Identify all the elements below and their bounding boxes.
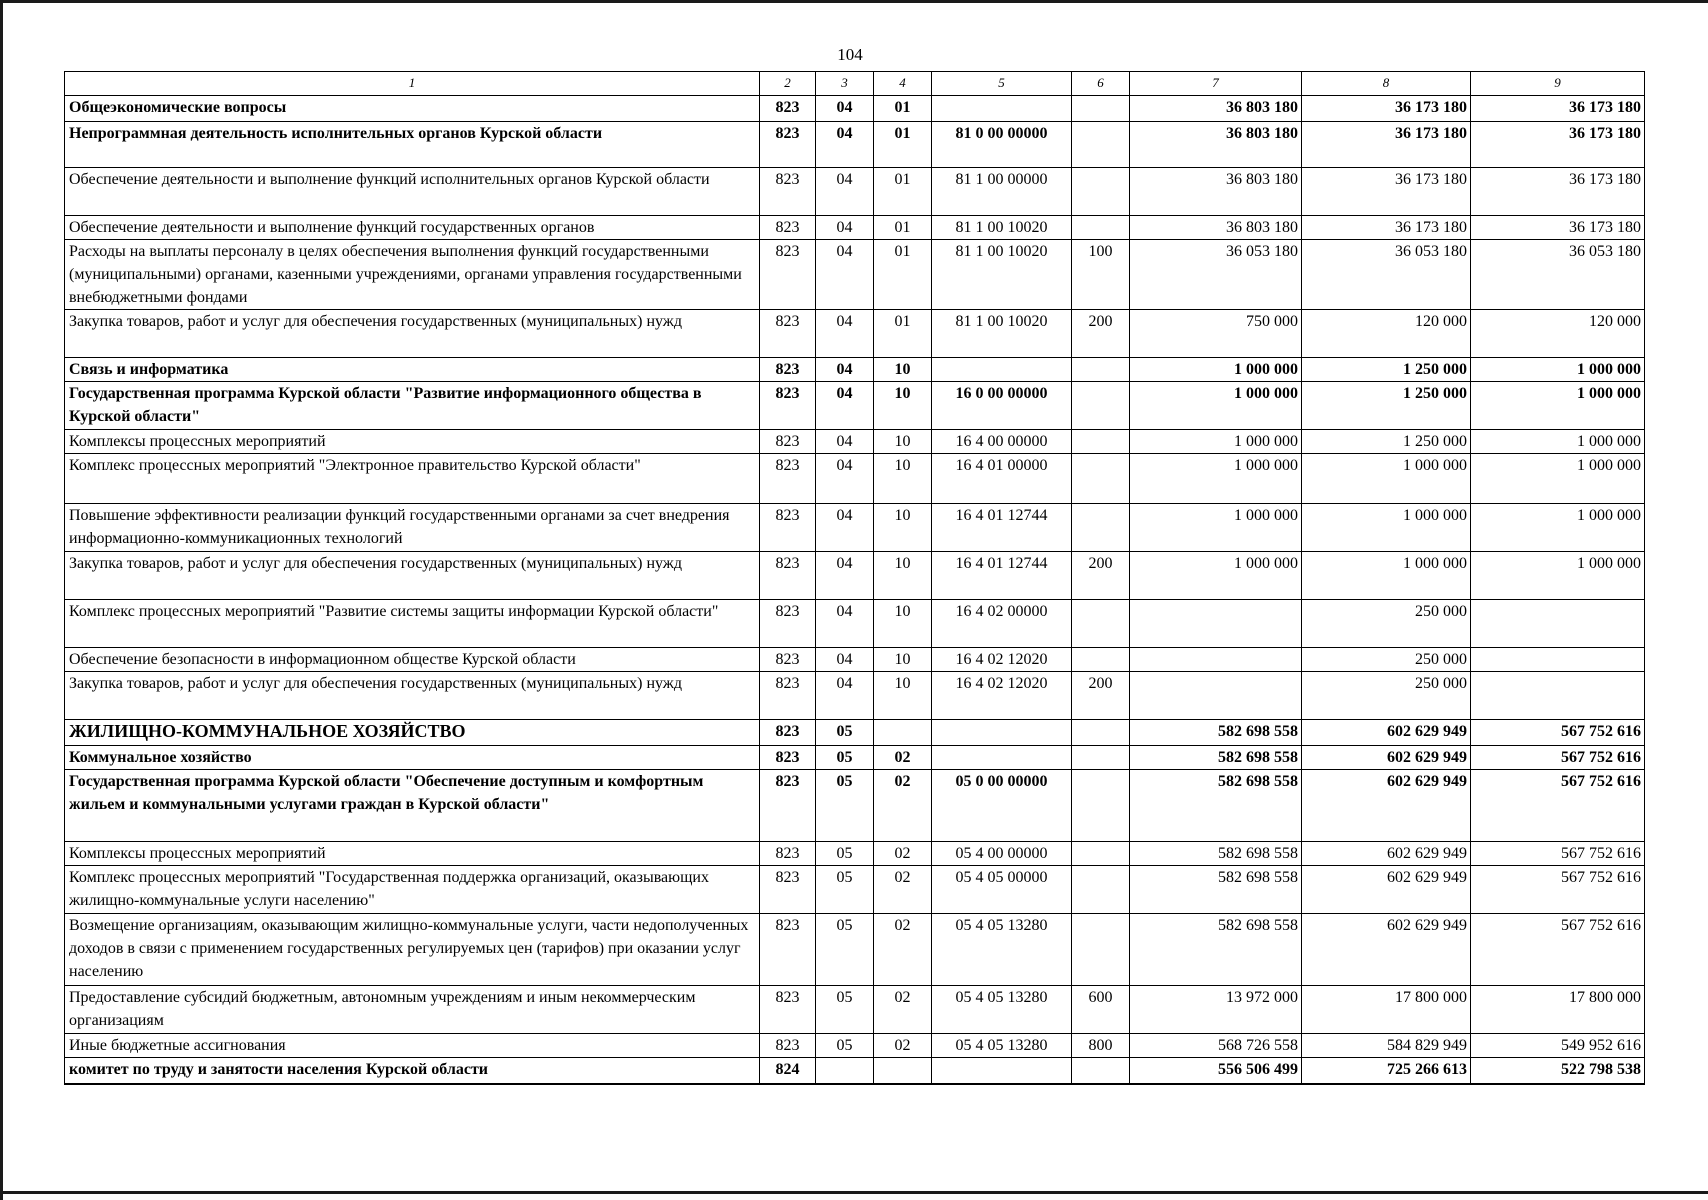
row-section-code — [816, 1058, 874, 1084]
table-row — [65, 382, 1645, 430]
row-name: Комплекс процессных мероприятий "Электронное правительство Курской области" — [65, 454, 760, 504]
row-section-code: 04 — [816, 240, 874, 310]
row-name: Непрограммная деятельность исполнительных органов Курской области — [65, 122, 760, 168]
row-target-article-code: 16 4 02 12020 — [932, 672, 1072, 720]
row-grbs-code: 823 — [760, 770, 816, 842]
row-section-code: 05 — [816, 720, 874, 746]
row-name: Закупка товаров, работ и услуг для обеспечения государственных (муниципальных) нужд — [65, 310, 760, 358]
row-amount-col7: 582 698 558 — [1130, 746, 1302, 770]
column-number-row — [65, 72, 1645, 96]
row-amount-col8: 602 629 949 — [1302, 842, 1471, 866]
row-amount-col9: 1 000 000 — [1471, 454, 1645, 504]
row-name: Предоставление субсидий бюджетным, автономным учреждениям и иным некоммерческим организациям — [65, 986, 760, 1034]
row-target-article-code — [932, 358, 1072, 382]
row-expense-type-code — [1072, 168, 1130, 216]
row-name: Обеспечение деятельности и выполнение функций государственных органов — [65, 216, 760, 240]
row-subsection-code: 10 — [874, 672, 932, 720]
row-grbs-code: 824 — [760, 1058, 816, 1084]
scan-border-bottom — [0, 1191, 1708, 1194]
row-amount-col7: 568 726 558 — [1130, 1034, 1302, 1058]
row-target-article-code: 16 0 00 00000 — [932, 382, 1072, 430]
table-row — [65, 504, 1645, 552]
table-row — [65, 430, 1645, 454]
table-row — [65, 746, 1645, 770]
row-subsection-code: 02 — [874, 914, 932, 986]
page-number: 104 — [837, 45, 863, 64]
row-target-article-code: 81 1 00 10020 — [932, 216, 1072, 240]
row-grbs-code: 823 — [760, 168, 816, 216]
row-section-code: 05 — [816, 746, 874, 770]
row-target-article-code: 16 4 01 12744 — [932, 504, 1072, 552]
row-grbs-code: 823 — [760, 672, 816, 720]
row-amount-col7: 582 698 558 — [1130, 720, 1302, 746]
row-amount-col7 — [1130, 648, 1302, 672]
row-grbs-code: 823 — [760, 648, 816, 672]
row-amount-col8: 250 000 — [1302, 648, 1471, 672]
row-target-article-code — [932, 746, 1072, 770]
row-name: Общеэкономические вопросы — [65, 96, 760, 122]
table-row — [65, 552, 1645, 600]
column-header: 3 — [816, 72, 874, 96]
row-amount-col9: 567 752 616 — [1471, 914, 1645, 986]
row-grbs-code: 823 — [760, 504, 816, 552]
row-name: Комплексы процессных мероприятий — [65, 842, 760, 866]
table-row — [65, 600, 1645, 648]
row-amount-col9: 36 173 180 — [1471, 216, 1645, 240]
row-name: Комплекс процессных мероприятий "Государственная поддержка организаций, оказывающих жилищно-коммунальные услуги населению" — [65, 866, 760, 914]
row-section-code: 04 — [816, 672, 874, 720]
row-subsection-code: 01 — [874, 168, 932, 216]
row-amount-col7: 36 803 180 — [1130, 216, 1302, 240]
row-target-article-code: 16 4 02 12020 — [932, 648, 1072, 672]
row-subsection-code: 10 — [874, 358, 932, 382]
row-amount-col8: 36 173 180 — [1302, 168, 1471, 216]
scan-border-top — [0, 0, 1708, 3]
row-amount-col8: 602 629 949 — [1302, 914, 1471, 986]
row-amount-col8: 17 800 000 — [1302, 986, 1471, 1034]
row-amount-col8: 250 000 — [1302, 672, 1471, 720]
row-grbs-code: 823 — [760, 96, 816, 122]
row-expense-type-code — [1072, 770, 1130, 842]
row-amount-col8: 36 173 180 — [1302, 122, 1471, 168]
row-amount-col7: 582 698 558 — [1130, 842, 1302, 866]
row-expense-type-code — [1072, 358, 1130, 382]
row-grbs-code: 823 — [760, 310, 816, 358]
row-amount-col7: 1 000 000 — [1130, 454, 1302, 504]
row-amount-col9: 522 798 538 — [1471, 1058, 1645, 1084]
row-amount-col7: 750 000 — [1130, 310, 1302, 358]
table-row — [65, 866, 1645, 914]
row-amount-col7: 1 000 000 — [1130, 552, 1302, 600]
row-target-article-code: 16 4 01 12744 — [932, 552, 1072, 600]
row-amount-col9: 567 752 616 — [1471, 770, 1645, 842]
row-subsection-code: 02 — [874, 770, 932, 842]
row-amount-col7 — [1130, 600, 1302, 648]
table-row — [65, 770, 1645, 842]
row-grbs-code: 823 — [760, 914, 816, 986]
row-amount-col8: 1 000 000 — [1302, 552, 1471, 600]
row-target-article-code: 05 4 05 00000 — [932, 866, 1072, 914]
row-subsection-code: 01 — [874, 96, 932, 122]
table-row — [65, 358, 1645, 382]
row-section-code: 04 — [816, 552, 874, 600]
row-grbs-code: 823 — [760, 454, 816, 504]
table-row — [65, 914, 1645, 986]
row-target-article-code: 81 1 00 10020 — [932, 240, 1072, 310]
row-amount-col8: 602 629 949 — [1302, 720, 1471, 746]
scan-border-left — [0, 0, 3, 1200]
row-expense-type-code — [1072, 122, 1130, 168]
table-row — [65, 986, 1645, 1034]
row-amount-col9: 567 752 616 — [1471, 746, 1645, 770]
row-target-article-code — [932, 96, 1072, 122]
row-amount-col9: 120 000 — [1471, 310, 1645, 358]
row-subsection-code: 01 — [874, 216, 932, 240]
row-name: Расходы на выплаты персоналу в целях обеспечения выполнения функций государственными (муниципальными) органами, казенными учреждениями, органами управления государственными внебюджетными фондами — [65, 240, 760, 310]
table-row — [65, 1034, 1645, 1058]
row-amount-col7: 582 698 558 — [1130, 866, 1302, 914]
row-target-article-code: 16 4 01 00000 — [932, 454, 1072, 504]
row-section-code: 04 — [816, 648, 874, 672]
column-header: 4 — [874, 72, 932, 96]
row-expense-type-code — [1072, 504, 1130, 552]
row-target-article-code: 81 0 00 00000 — [932, 122, 1072, 168]
row-section-code: 04 — [816, 504, 874, 552]
row-amount-col7: 582 698 558 — [1130, 914, 1302, 986]
row-grbs-code: 823 — [760, 240, 816, 310]
row-subsection-code: 10 — [874, 552, 932, 600]
row-section-code: 05 — [816, 1034, 874, 1058]
row-subsection-code: 10 — [874, 648, 932, 672]
row-subsection-code: 02 — [874, 866, 932, 914]
row-subsection-code: 02 — [874, 1034, 932, 1058]
row-expense-type-code: 600 — [1072, 986, 1130, 1034]
row-grbs-code: 823 — [760, 430, 816, 454]
row-amount-col9: 36 173 180 — [1471, 122, 1645, 168]
row-target-article-code: 05 4 05 13280 — [932, 1034, 1072, 1058]
table-row — [65, 96, 1645, 122]
table-row — [65, 168, 1645, 216]
row-amount-col8: 1 250 000 — [1302, 382, 1471, 430]
row-amount-col9: 1 000 000 — [1471, 430, 1645, 454]
row-target-article-code — [932, 720, 1072, 746]
row-expense-type-code: 800 — [1072, 1034, 1130, 1058]
row-section-code: 04 — [816, 382, 874, 430]
row-amount-col9: 17 800 000 — [1471, 986, 1645, 1034]
row-grbs-code: 823 — [760, 600, 816, 648]
row-amount-col8: 1 000 000 — [1302, 504, 1471, 552]
row-expense-type-code — [1072, 648, 1130, 672]
row-name: Обеспечение деятельности и выполнение функций исполнительных органов Курской области — [65, 168, 760, 216]
row-amount-col8: 602 629 949 — [1302, 866, 1471, 914]
row-grbs-code: 823 — [760, 122, 816, 168]
column-header: 1 — [65, 72, 760, 96]
row-amount-col9 — [1471, 672, 1645, 720]
row-amount-col8: 602 629 949 — [1302, 770, 1471, 842]
table-row — [65, 216, 1645, 240]
row-subsection-code: 02 — [874, 746, 932, 770]
row-amount-col8: 1 250 000 — [1302, 430, 1471, 454]
column-header: 5 — [932, 72, 1072, 96]
row-amount-col7: 36 803 180 — [1130, 96, 1302, 122]
table-row — [65, 648, 1645, 672]
row-name: Государственная программа Курской области "Обеспечение доступным и комфортным жильем и коммунальными услугами граждан в Курской области" — [65, 770, 760, 842]
row-amount-col7: 582 698 558 — [1130, 770, 1302, 842]
column-header: 9 — [1471, 72, 1645, 96]
row-amount-col7: 1 000 000 — [1130, 358, 1302, 382]
row-section-code: 04 — [816, 600, 874, 648]
row-amount-col9: 567 752 616 — [1471, 720, 1645, 746]
row-grbs-code: 823 — [760, 986, 816, 1034]
row-expense-type-code — [1072, 842, 1130, 866]
row-amount-col7: 1 000 000 — [1130, 382, 1302, 430]
row-amount-col8: 36 173 180 — [1302, 216, 1471, 240]
row-expense-type-code: 200 — [1072, 672, 1130, 720]
row-section-code: 04 — [816, 96, 874, 122]
row-target-article-code: 05 4 00 00000 — [932, 842, 1072, 866]
row-grbs-code: 823 — [760, 382, 816, 430]
row-target-article-code: 81 1 00 10020 — [932, 310, 1072, 358]
row-amount-col8: 36 173 180 — [1302, 96, 1471, 122]
row-grbs-code: 823 — [760, 720, 816, 746]
row-expense-type-code: 200 — [1072, 552, 1130, 600]
row-section-code: 05 — [816, 986, 874, 1034]
row-amount-col7: 36 053 180 — [1130, 240, 1302, 310]
row-amount-col9: 567 752 616 — [1471, 866, 1645, 914]
row-amount-col9: 36 173 180 — [1471, 96, 1645, 122]
row-grbs-code: 823 — [760, 358, 816, 382]
table-row — [65, 454, 1645, 504]
row-expense-type-code — [1072, 216, 1130, 240]
row-name: Связь и информатика — [65, 358, 760, 382]
row-amount-col9 — [1471, 600, 1645, 648]
row-grbs-code: 823 — [760, 1034, 816, 1058]
row-name: Возмещение организациям, оказывающим жилищно-коммунальные услуги, части недополученных доходов в связи с применением государственных регулируемых цен (тарифов) при оказании услуг населению — [65, 914, 760, 986]
row-amount-col8: 1 000 000 — [1302, 454, 1471, 504]
row-amount-col7 — [1130, 672, 1302, 720]
row-amount-col7: 13 972 000 — [1130, 986, 1302, 1034]
row-amount-col8: 250 000 — [1302, 600, 1471, 648]
row-name: Коммунальное хозяйство — [65, 746, 760, 770]
table-row — [65, 1058, 1645, 1084]
row-name: Комплексы процессных мероприятий — [65, 430, 760, 454]
row-section-code: 04 — [816, 168, 874, 216]
row-subsection-code — [874, 1058, 932, 1084]
row-section-code: 04 — [816, 454, 874, 504]
row-expense-type-code — [1072, 96, 1130, 122]
row-amount-col8: 725 266 613 — [1302, 1058, 1471, 1084]
row-subsection-code: 02 — [874, 986, 932, 1034]
row-amount-col7: 1 000 000 — [1130, 430, 1302, 454]
row-name: Комплекс процессных мероприятий "Развитие системы защиты информации Курской области" — [65, 600, 760, 648]
row-amount-col9: 1 000 000 — [1471, 504, 1645, 552]
row-amount-col9: 36 173 180 — [1471, 168, 1645, 216]
row-section-code: 05 — [816, 914, 874, 986]
column-header: 8 — [1302, 72, 1471, 96]
row-target-article-code: 05 4 05 13280 — [932, 986, 1072, 1034]
row-name: комитет по труду и занятости населения Курской области — [65, 1058, 760, 1084]
row-amount-col8: 584 829 949 — [1302, 1034, 1471, 1058]
row-target-article-code: 16 4 02 00000 — [932, 600, 1072, 648]
row-amount-col9: 567 752 616 — [1471, 842, 1645, 866]
row-expense-type-code — [1072, 914, 1130, 986]
row-grbs-code: 823 — [760, 552, 816, 600]
row-subsection-code: 01 — [874, 240, 932, 310]
row-expense-type-code: 200 — [1072, 310, 1130, 358]
row-name: ЖИЛИЩНО-КОММУНАЛЬНОЕ ХОЗЯЙСТВО — [65, 720, 760, 746]
row-name: Повышение эффективности реализации функций государственными органами за счет внедрения информационно-коммуникационных технологий — [65, 504, 760, 552]
row-subsection-code: 10 — [874, 600, 932, 648]
row-subsection-code: 10 — [874, 430, 932, 454]
row-target-article-code: 16 4 00 00000 — [932, 430, 1072, 454]
row-expense-type-code — [1072, 430, 1130, 454]
row-amount-col9 — [1471, 648, 1645, 672]
row-subsection-code — [874, 720, 932, 746]
row-expense-type-code — [1072, 866, 1130, 914]
row-section-code: 05 — [816, 842, 874, 866]
table-row — [65, 842, 1645, 866]
row-section-code: 05 — [816, 866, 874, 914]
row-amount-col9: 36 053 180 — [1471, 240, 1645, 310]
row-amount-col7: 1 000 000 — [1130, 504, 1302, 552]
budget-table — [64, 71, 1645, 1085]
row-amount-col7: 36 803 180 — [1130, 122, 1302, 168]
row-amount-col7: 36 803 180 — [1130, 168, 1302, 216]
row-expense-type-code — [1072, 600, 1130, 648]
row-section-code: 04 — [816, 430, 874, 454]
row-subsection-code: 10 — [874, 382, 932, 430]
row-amount-col8: 1 250 000 — [1302, 358, 1471, 382]
table-row — [65, 122, 1645, 168]
row-grbs-code: 823 — [760, 746, 816, 770]
row-grbs-code: 823 — [760, 866, 816, 914]
row-amount-col7: 556 506 499 — [1130, 1058, 1302, 1084]
column-header: 7 — [1130, 72, 1302, 96]
table-row — [65, 672, 1645, 720]
row-section-code: 04 — [816, 310, 874, 358]
row-expense-type-code — [1072, 720, 1130, 746]
row-expense-type-code — [1072, 1058, 1130, 1084]
row-section-code: 05 — [816, 770, 874, 842]
row-target-article-code — [932, 1058, 1072, 1084]
row-subsection-code: 01 — [874, 310, 932, 358]
row-name: Обеспечение безопасности в информационном обществе Курской области — [65, 648, 760, 672]
row-amount-col8: 120 000 — [1302, 310, 1471, 358]
row-subsection-code: 10 — [874, 504, 932, 552]
row-name: Иные бюджетные ассигнования — [65, 1034, 760, 1058]
column-header: 2 — [760, 72, 816, 96]
table-row — [65, 240, 1645, 310]
row-target-article-code: 05 4 05 13280 — [932, 914, 1072, 986]
row-subsection-code: 01 — [874, 122, 932, 168]
row-amount-col9: 1 000 000 — [1471, 552, 1645, 600]
row-expense-type-code: 100 — [1072, 240, 1130, 310]
row-name: Государственная программа Курской области "Развитие информационного общества в Курской области" — [65, 382, 760, 430]
row-amount-col9: 1 000 000 — [1471, 382, 1645, 430]
table-row — [65, 720, 1645, 746]
row-section-code: 04 — [816, 216, 874, 240]
row-subsection-code: 10 — [874, 454, 932, 504]
row-expense-type-code — [1072, 746, 1130, 770]
row-name: Закупка товаров, работ и услуг для обеспечения государственных (муниципальных) нужд — [65, 552, 760, 600]
row-amount-col9: 1 000 000 — [1471, 358, 1645, 382]
row-grbs-code: 823 — [760, 842, 816, 866]
row-expense-type-code — [1072, 454, 1130, 504]
column-header: 6 — [1072, 72, 1130, 96]
row-section-code: 04 — [816, 122, 874, 168]
row-amount-col8: 36 053 180 — [1302, 240, 1471, 310]
row-expense-type-code — [1072, 382, 1130, 430]
row-amount-col9: 549 952 616 — [1471, 1034, 1645, 1058]
table-row — [65, 310, 1645, 358]
row-subsection-code: 02 — [874, 842, 932, 866]
row-section-code: 04 — [816, 358, 874, 382]
row-name: Закупка товаров, работ и услуг для обеспечения государственных (муниципальных) нужд — [65, 672, 760, 720]
row-grbs-code: 823 — [760, 216, 816, 240]
row-target-article-code: 81 1 00 00000 — [932, 168, 1072, 216]
row-target-article-code: 05 0 00 00000 — [932, 770, 1072, 842]
row-amount-col8: 602 629 949 — [1302, 746, 1471, 770]
